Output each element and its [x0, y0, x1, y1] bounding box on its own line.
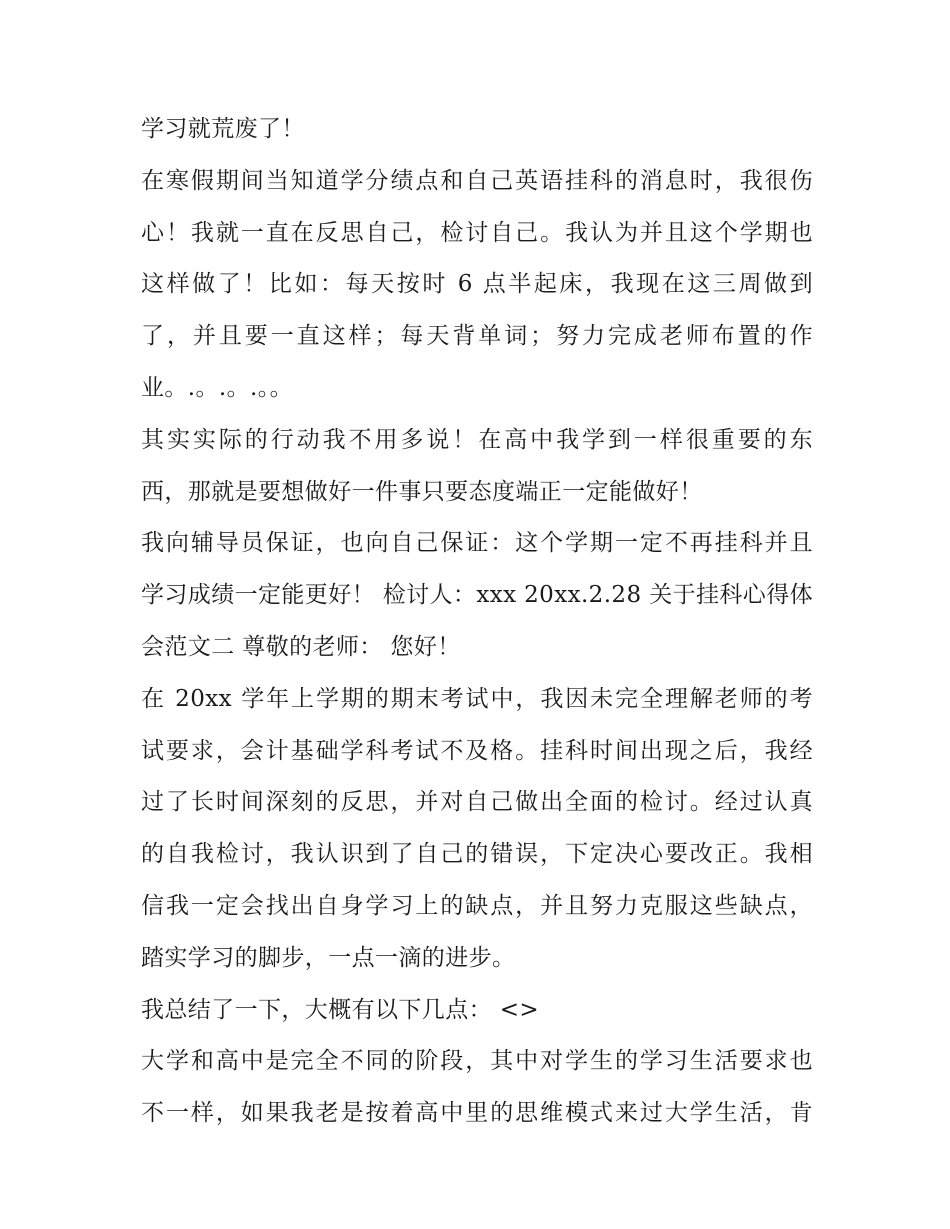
- text-line: 过了长时间深刻的反思，并对自己做出全面的检讨。经过认真: [141, 789, 813, 816]
- text-line: 踏实学习的脚步，一点一滴的进步。: [141, 944, 516, 971]
- text-line: 西，那就是要想做好一件事只要态度端正一定能做好！: [141, 478, 703, 505]
- text-line: 会范文二 尊敬的老师： 您好！: [141, 633, 461, 660]
- text-line: 学习成绩一定能更好！ 检讨人：xxx 20xx.2.28 关于挂科心得体: [141, 582, 813, 609]
- text-line: 学习就荒废了！: [141, 116, 305, 142]
- text-line: 的自我检讨，我认识到了自己的错误，下定决心要改正。我相: [141, 841, 813, 868]
- text-line: 这样做了！比如：每天按时 6 点半起床，我现在这三周做到: [141, 271, 813, 298]
- text-line: 试要求，会计基础学科考试不及格。挂科时间出现之后，我经: [141, 737, 813, 764]
- text-line: 大学和高中是完全不同的阶段，其中对学生的学习生活要求也: [141, 1048, 813, 1075]
- text-line: 不一样，如果我老是按着高中里的思维模式来过大学生活，肯: [141, 1100, 813, 1127]
- text-line: 其实实际的行动我不用多说！在高中我学到一样很重要的东: [141, 426, 813, 453]
- text-line: 心！我就一直在反思自己，检讨自己。我认为并且这个学期也: [141, 219, 813, 246]
- text-line: 了，并且要一直这样；每天背单词；努力完成老师布置的作: [141, 323, 813, 350]
- text-line: 在寒假期间当知道学分绩点和自己英语挂科的消息时，我很伤: [141, 167, 813, 194]
- text-line: 我总结了一下，大概有以下几点： <>: [141, 996, 540, 1023]
- text-line: 在 20xx 学年上学期的期末考试中，我因未完全理解老师的考: [141, 685, 813, 712]
- text-line: 信我一定会找出自身学习上的缺点，并且努力克服这些缺点，: [141, 892, 813, 919]
- document-body: [141, 104, 813, 1140]
- text-line: 我向辅导员保证，也向自己保证：这个学期一定不再挂科并且: [141, 530, 813, 557]
- text-line: 业。.。.。.。。: [141, 374, 294, 401]
